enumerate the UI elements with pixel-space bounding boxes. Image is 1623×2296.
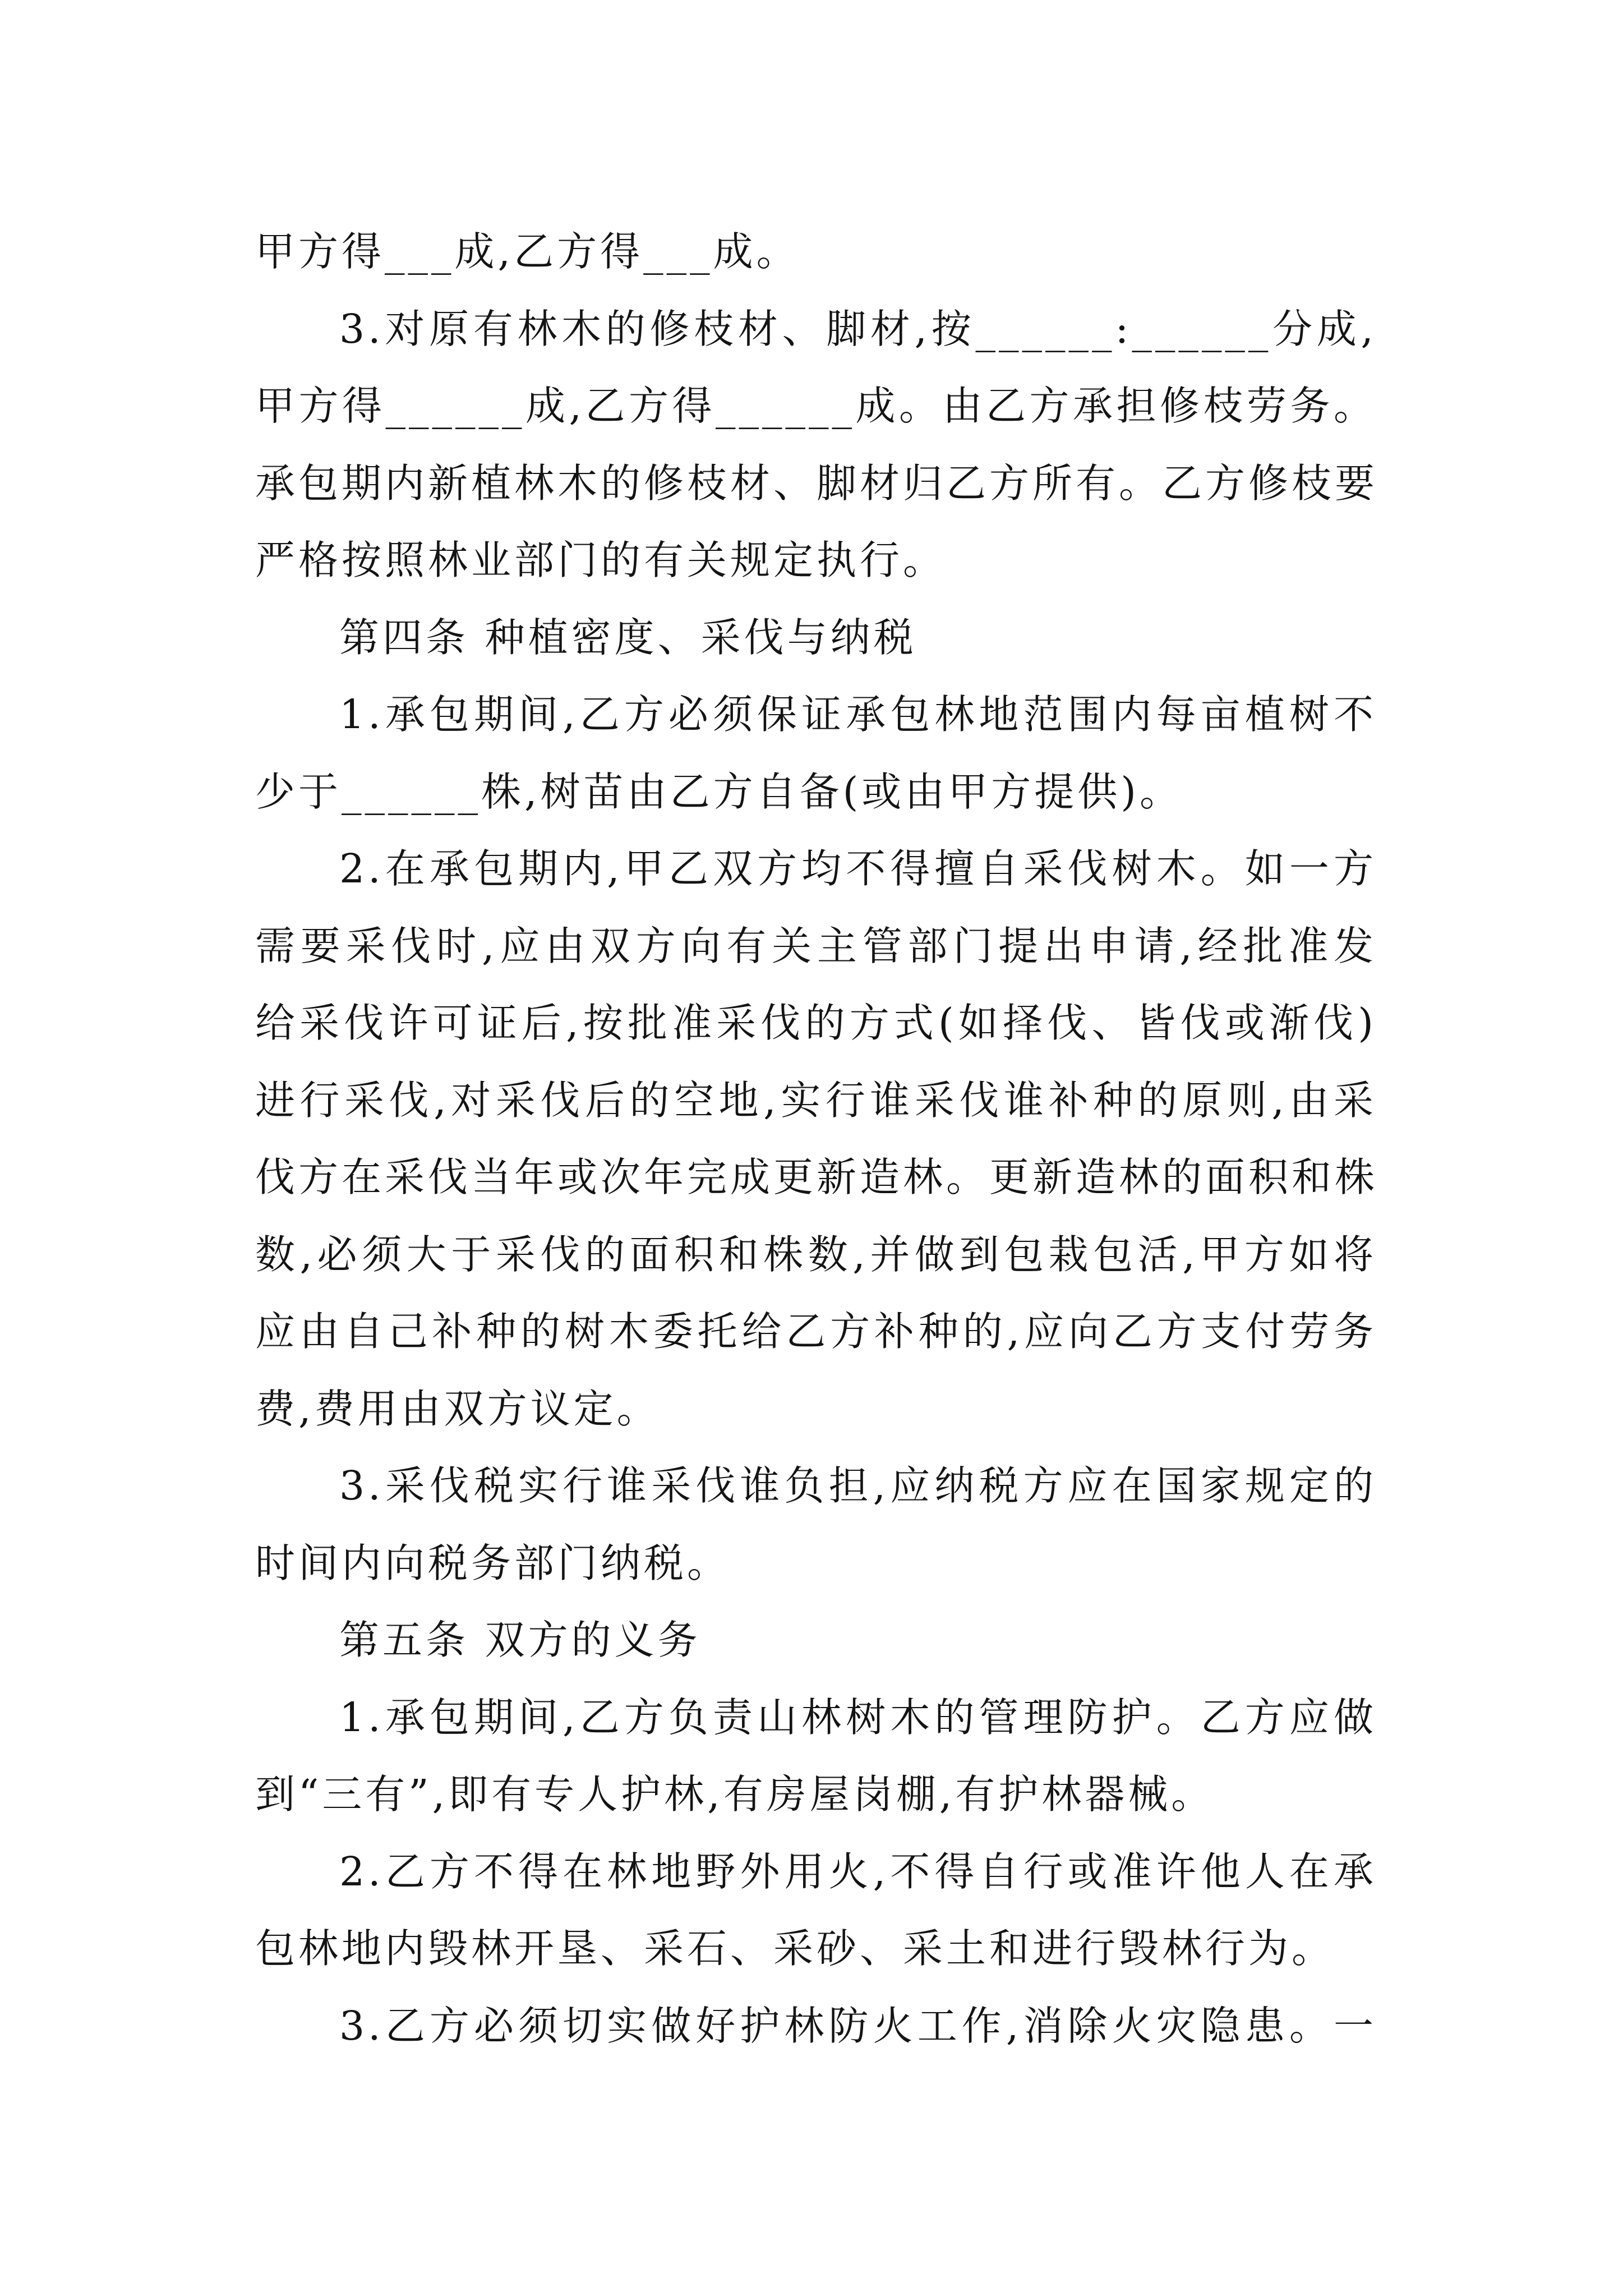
paragraph-line: 2.乙方不得在林地野外用火,不得自行或准许他人在承	[339, 1848, 1377, 1895]
paragraph-line: 严格按照林业部门的有关规定执行。	[255, 537, 947, 583]
paragraph-line: 需要采伐时,应由双方向有关主管部门提出申请,经批准发	[255, 922, 1377, 969]
section-heading: 第五条 双方的义务	[339, 1617, 701, 1663]
paragraph-line: 包林地内毁林开垦、采石、采砂、采土和进行毁林行为。	[255, 1925, 1335, 1972]
paragraph-line: 费,费用由双方议定。	[255, 1385, 660, 1432]
paragraph-line: 伐方在采伐当年或次年完成更新造林。更新造林的面积和株	[255, 1154, 1378, 1200]
paragraph-line: 数,必须大于采伐的面积和株数,并做到包栽包活,甲方如将	[255, 1231, 1377, 1278]
paragraph-line: 甲方得___成,乙方得___成。	[255, 228, 800, 275]
paragraph-line: 3.乙方必须切实做好护林防火工作,消除火灾隐患。一	[339, 2002, 1377, 2049]
paragraph-line: 承包期内新植林木的修枝材、脚材归乙方所有。乙方修枝要	[255, 459, 1378, 507]
paragraph-line: 时间内向税务部门纳税。	[255, 1539, 731, 1586]
paragraph-line: 1.承包期间,乙方必须保证承包林地范围内每亩植树不	[339, 691, 1377, 738]
paragraph-line: 3.对原有林木的修枝材、脚材,按______:______分成,	[339, 305, 1377, 352]
paragraph-line: 甲方得______成,乙方得______成。由乙方承担修枝劳务。	[255, 383, 1377, 429]
paragraph-line: 少于______株,树苗由乙方自备(或由甲方提供)。	[255, 768, 1183, 815]
paragraph-line: 进行采伐,对采伐后的空地,实行谁采伐谁补种的原则,由采	[255, 1076, 1377, 1124]
paragraph-line: 应由自己补种的树木委托给乙方补种的,应向乙方支付劳务	[255, 1308, 1377, 1355]
paragraph-line: 给采伐许可证后,按批准采伐的方式(如择伐、皆伐或渐伐)	[255, 1000, 1377, 1046]
paragraph-line: 到“三有”,即有专人护林,有房屋岗棚,有护林器械。	[255, 1771, 1215, 1818]
paragraph-line: 3.采伐税实行谁采伐谁负担,应纳税方应在国家规定的	[339, 1462, 1377, 1509]
document-page	[255, 213, 1377, 2064]
paragraph-line: 1.承包期间,乙方负责山林树木的管理防护。乙方应做	[339, 1694, 1377, 1741]
paragraph-line: 2.在承包期内,甲乙双方均不得擅自采伐树木。如一方	[339, 845, 1377, 892]
section-heading: 第四条 种植密度、采伐与纳税	[339, 614, 917, 661]
